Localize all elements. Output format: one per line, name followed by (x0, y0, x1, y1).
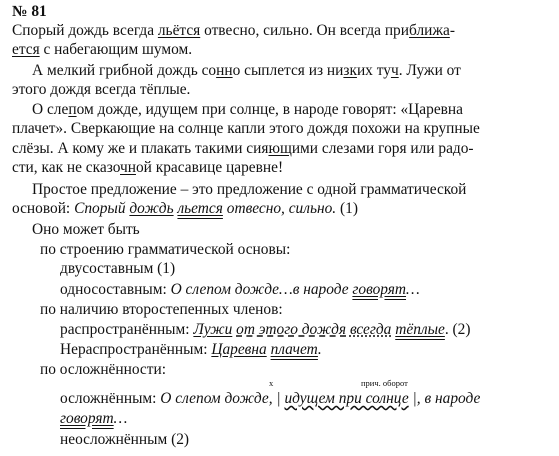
item-unextended (60, 340, 322, 359)
text-line-4: этого дождя всегда тёплые. (12, 81, 191, 98)
text-line-6: плачет». Сверкающие на солнце капли этого дождя похожи на крупные (12, 120, 480, 137)
highlighted-letters: ется (12, 41, 40, 58)
item-extended (60, 320, 471, 339)
text-fragment: основой: (12, 200, 75, 217)
category-structure: по строению грамматической основы: (40, 241, 291, 258)
subject-word: Лужи (193, 321, 233, 338)
text-fragment: ом дожде, идущем при солнце, в народе говорят: «Царевна (76, 101, 463, 118)
text-fragment: А мелкий грибной дождь со (32, 62, 217, 79)
attribute-phrase: от этого дождя (236, 321, 347, 338)
text-fragment: . Лужи от (398, 62, 461, 79)
text-fragment: с набегающим шумом. (39, 41, 193, 58)
annotation-participle-phrase: прич. оборот (361, 378, 408, 388)
subject-word: дождь (129, 200, 174, 217)
list-intro: Оно может быть (32, 221, 140, 238)
example-fragment: О слепом дожде, (160, 390, 277, 407)
text-fragment: распространённым: (60, 321, 194, 338)
highlighted-letters: зк (343, 62, 357, 79)
text-line-5 (32, 100, 463, 119)
text-fragment: их ту (356, 62, 391, 79)
predicate-word: плачет (270, 341, 318, 358)
example-fragment: Спорый (74, 200, 130, 217)
text-line-3 (32, 61, 461, 80)
annotation-x: х (269, 378, 274, 388)
text-fragment: слёзы. А кому же и плакать такими сия (12, 140, 269, 157)
example-fragment: О слепом дожде…в народе (170, 281, 353, 298)
highlighted-letters: ближа (409, 22, 450, 39)
example-fragment: , в народе (416, 390, 481, 407)
text-line-8 (12, 158, 283, 177)
highlighted-letters: ч (390, 62, 399, 79)
item-complicated (60, 389, 480, 408)
participle-phrase: идущем при солнце (284, 390, 409, 407)
category-secondary-members: по наличию второстепенных членов: (40, 301, 283, 318)
subject-word: Царевна (211, 341, 267, 358)
text-fragment: Нераспространённым: (60, 341, 212, 358)
predicate-word: говорят (60, 410, 114, 427)
example-number: (1) (336, 200, 358, 217)
bracket-left: | (276, 390, 285, 407)
ellipsis: … (113, 410, 128, 427)
category-complication: по осложнённости: (40, 361, 167, 378)
highlighted-letters: п (68, 101, 77, 118)
item-one-part (60, 280, 420, 299)
highlighted-letters: чн (120, 159, 136, 176)
ellipsis: … (406, 281, 420, 298)
example-number: . (2) (444, 321, 471, 338)
adverbial-word: всегда (349, 321, 392, 338)
predicate-word: говорят (352, 281, 407, 298)
text-fragment: осложнённым: (60, 390, 161, 407)
bracket-right: | (408, 390, 417, 407)
text-fragment: ими слезами горя или радо- (291, 140, 474, 157)
text-fragment: отвесно, сильно. Он всегда при (200, 22, 409, 39)
item-uncomplicated: неосложнённым (2) (60, 431, 190, 448)
text-fragment: сти, как не сказо (12, 159, 120, 176)
definition-line-1: Простое предложение – это предложение с одной грамматической (32, 181, 467, 198)
predicate-word: льется (177, 200, 223, 217)
example-fragment: отвесно, сильно. (222, 200, 337, 217)
definition-line-2 (12, 199, 358, 218)
item-two-part: двусоставным (1) (60, 260, 176, 277)
text-fragment: О сле (32, 101, 69, 118)
hyphen: - (449, 22, 455, 39)
predicate-word: тёплые (395, 321, 445, 338)
highlighted-letters: нн (216, 62, 233, 79)
text-line-7 (12, 139, 474, 158)
text-line-2 (12, 40, 192, 59)
highlighted-letters: ющ (268, 140, 292, 157)
text-line-1 (12, 21, 455, 40)
exercise-number: № 81 (12, 3, 47, 20)
text-fragment: односоставным: (60, 281, 171, 298)
text-fragment: о сыплется из ни (232, 62, 344, 79)
highlighted-word: льётся (157, 22, 201, 39)
text-fragment: ой красавице царевне! (135, 159, 284, 176)
text-fragment: Спорый дождь всегда (12, 22, 158, 39)
item-complicated-continued (60, 409, 127, 428)
period: . (317, 341, 322, 358)
